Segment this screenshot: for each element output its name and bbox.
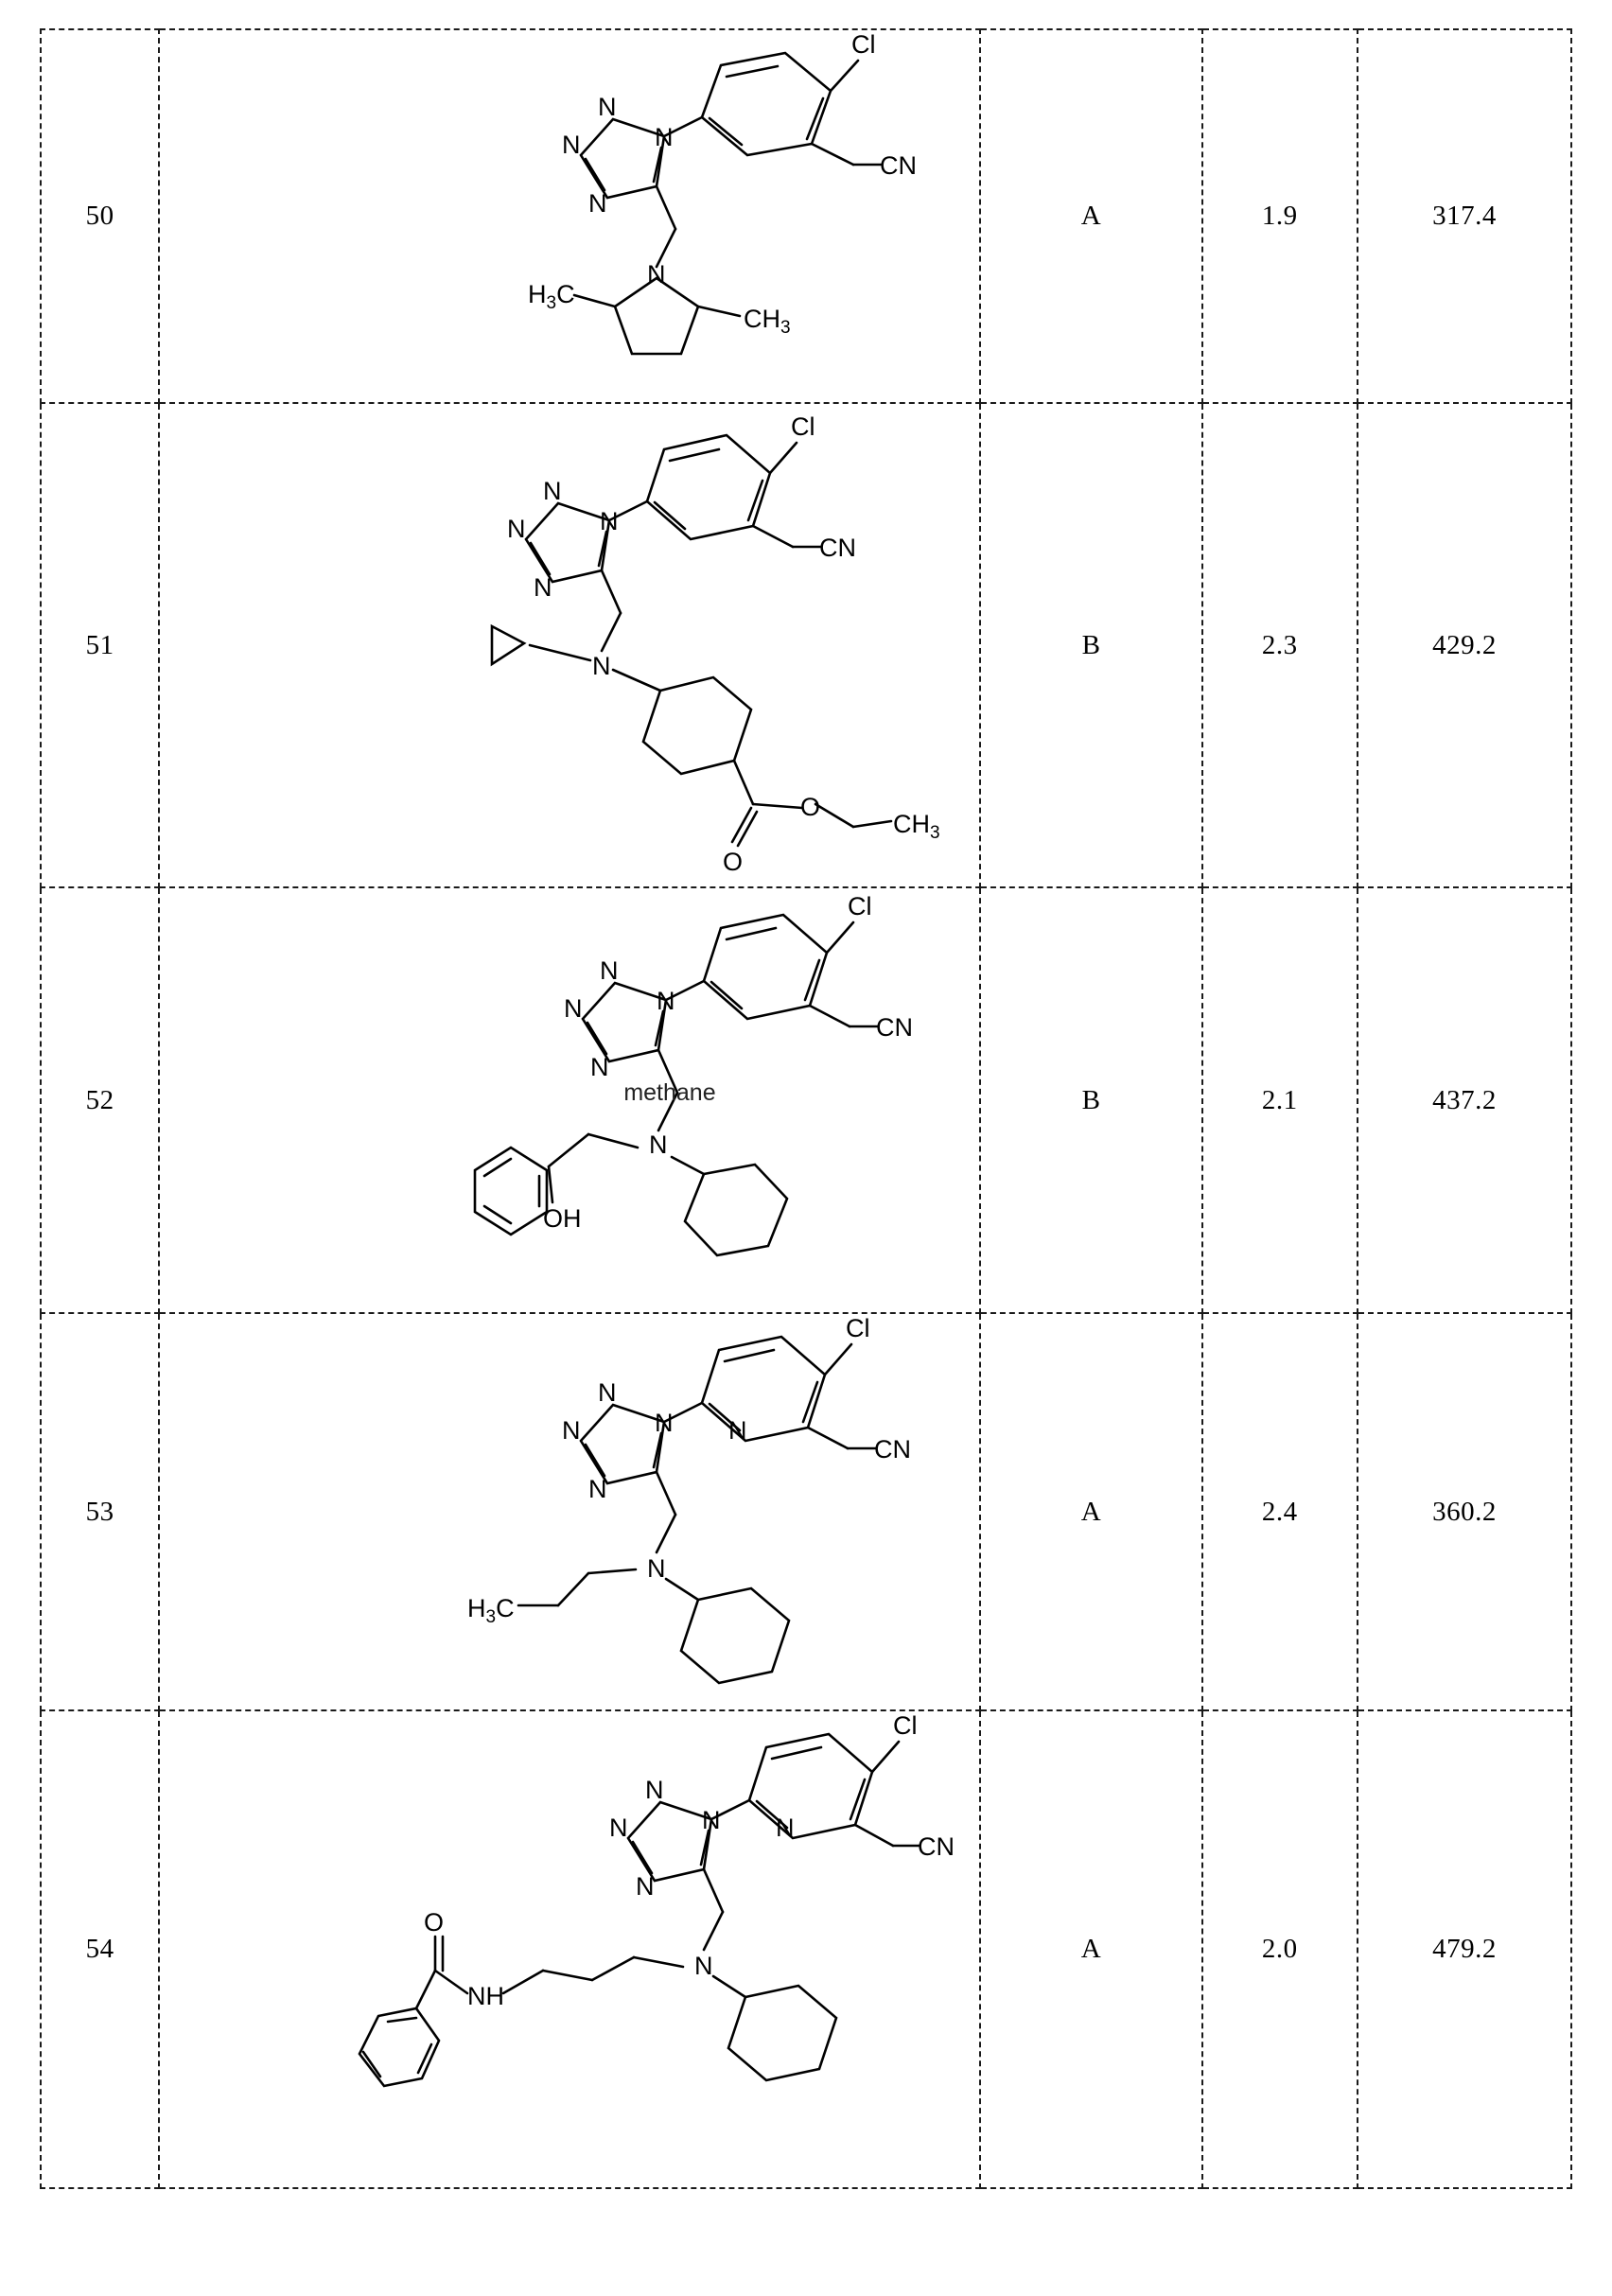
label-ch3: $CH_3$: [893, 809, 940, 843]
label-n: N: [647, 259, 666, 289]
label-cl: Cl: [893, 1710, 918, 1740]
structure-50: [160, 29, 979, 401]
label-cl: Cl: [846, 1313, 870, 1342]
structure-54: [160, 1710, 979, 2186]
label-n: N: [543, 476, 562, 505]
label-cn: CN: [819, 533, 857, 562]
compound-number: 53: [41, 1313, 159, 1710]
structure-cell: [159, 1710, 980, 2188]
chemical-structure-svg: [191, 890, 948, 1311]
chemical-structure-svg: [191, 29, 948, 401]
structure-52: [160, 890, 979, 1311]
label-o: O: [723, 847, 744, 876]
label-n: N: [647, 1553, 666, 1583]
structure-53: [160, 1313, 979, 1709]
compound-number: 51: [41, 403, 159, 887]
label-n: N: [562, 130, 581, 159]
chemical-structure-svg: [191, 1710, 955, 2186]
label-n-pyridine: N: [776, 1813, 795, 1842]
label-n: N: [600, 955, 619, 985]
label-n: N: [562, 1415, 581, 1445]
table-row: [41, 403, 1571, 887]
label-o: O: [800, 792, 821, 821]
value1: 2.1: [1202, 887, 1358, 1313]
grade-value: A: [980, 1710, 1201, 2188]
value2: 479.2: [1358, 1710, 1571, 2188]
compound-number: 52: [41, 887, 159, 1313]
structure-cell: [159, 1313, 980, 1710]
structure-51: [160, 407, 979, 885]
label-n: N: [655, 1408, 674, 1437]
chemical-structure-svg: [191, 407, 948, 885]
label-n: N: [609, 1813, 628, 1842]
structure-annotation: methane: [623, 1078, 716, 1106]
compound-table: [40, 28, 1572, 2189]
grade-value: B: [980, 887, 1201, 1313]
label-n: N: [598, 92, 617, 121]
label-o: O: [424, 1907, 445, 1937]
label-n-pyridine: N: [728, 1415, 747, 1445]
label-cl: Cl: [791, 412, 815, 441]
label-n: N: [694, 1951, 713, 1980]
label-n: N: [645, 1775, 664, 1804]
structure-cell: [159, 29, 980, 403]
label-ch3: $CH_3$: [744, 304, 791, 338]
label-cn: CN: [876, 1012, 914, 1042]
grade-value: A: [980, 1313, 1201, 1710]
label-n: N: [534, 572, 552, 602]
compound-number: 50: [41, 29, 159, 403]
label-oh: OH: [543, 1203, 582, 1233]
value2: 429.2: [1358, 403, 1571, 887]
value2: 437.2: [1358, 887, 1571, 1313]
label-n: N: [598, 1377, 617, 1407]
label-cl: Cl: [851, 29, 876, 59]
table-row: [41, 29, 1571, 403]
label-n: N: [655, 122, 674, 151]
label-n: N: [588, 188, 607, 218]
grade-value: A: [980, 29, 1201, 403]
label-n: N: [592, 651, 611, 680]
compound-number: 54: [41, 1710, 159, 2188]
label-cn: CN: [880, 150, 918, 180]
value1: 2.0: [1202, 1710, 1358, 2188]
label-n: N: [564, 993, 583, 1023]
table-row: [41, 1313, 1571, 1710]
chemical-structure-svg: [191, 1313, 948, 1709]
structure-cell: [159, 403, 980, 887]
value2: 360.2: [1358, 1313, 1571, 1710]
label-n: N: [702, 1805, 721, 1834]
structure-cell: [159, 887, 980, 1313]
label-h3c: $H_3C$: [528, 279, 575, 313]
label-n: N: [600, 506, 619, 535]
label-n: N: [588, 1474, 607, 1503]
value2: 317.4: [1358, 29, 1571, 403]
label-h3c: $H_3C$: [467, 1593, 515, 1627]
value1: 1.9: [1202, 29, 1358, 403]
label-n: N: [636, 1871, 655, 1901]
table-row: [41, 887, 1571, 1313]
label-n: N: [590, 1052, 609, 1081]
label-cn: CN: [874, 1434, 912, 1463]
grade-value: B: [980, 403, 1201, 887]
label-n: N: [657, 986, 675, 1015]
label-n: N: [649, 1130, 668, 1159]
table-row: [41, 1710, 1571, 2188]
value1: 2.4: [1202, 1313, 1358, 1710]
label-n: N: [507, 514, 526, 543]
label-cl: Cl: [848, 891, 872, 920]
label-cn: CN: [918, 1832, 955, 1861]
label-nh: NH: [467, 1981, 505, 2010]
value1: 2.3: [1202, 403, 1358, 887]
